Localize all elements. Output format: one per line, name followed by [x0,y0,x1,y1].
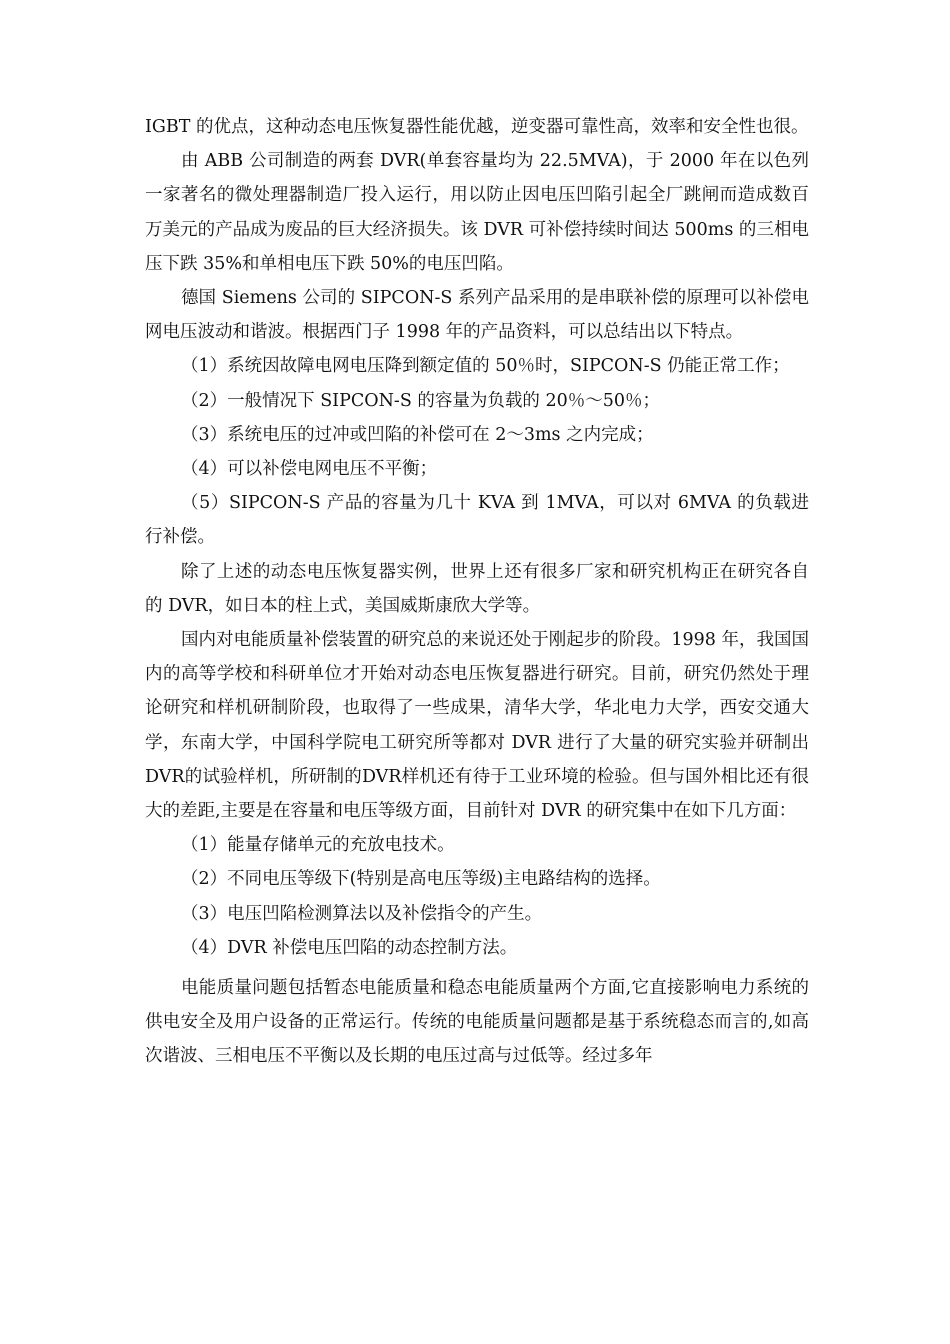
paragraph-igbt-advantages: IGBT 的优点，这种动态电压恢复器性能优越，逆变器可靠性高，效率和安全性也很。 [145,117,809,137]
list-item-sipcon-3: （3）系统电压的过冲或凹陷的补偿可在 2～3ms 之内完成； [181,424,654,445]
list-item-research-1: （1）能量存储单元的充放电技术。 [181,835,455,856]
paragraph-domestic-research: 国内对电能质量补偿装置的研究总的来说还处于刚起步的阶段。1998 年，我国国内的高等学校和科研单位才开始对动态电压恢复器进行研究。目前，研究仍然处于理论研究和样机研制阶段，也取得了一些成果，清华大学，华北电力大学，西安交通大学，东南大学，中国科学院电工研究所等都对 DVR 进行了大量的研究实验并研制出DVR的试验样机，所研制的DVR样机还有待于工业环境的检验。但与国外相比还有很大的差距,主要是在容量和电压等级方面，目前针对 DVR 的研究集中在如下几方面： [145,630,809,822]
list-item-sipcon-1: （1）系统因故障电网电压降到额定值的 50％时，SIPCON-S 仍能正常工作； [181,356,790,377]
paragraph-other-dvr-research: 除了上述的动态电压恢复器实例，世界上还有很多厂家和研究机构正在研究各自的 DVR，如日本的柱上式，美国威斯康欣大学等。 [145,561,809,616]
paragraph-siemens-sipcon: 德国 Siemens 公司的 SIPCON-S 系列产品采用的是串联补偿的原理可以补偿电网电压波动和谐波。根据西门子 1998 年的产品资料，可以总结出以下特点。 [145,288,809,343]
list-item-sipcon-2: （2）一般情况下 SIPCON-S 的容量为负载的 20％～50％； [181,390,660,411]
list-item-research-2: （2）不同电压等级下(特别是高电压等级)主电路结构的选择。 [181,869,661,890]
list-item-research-4: （4）DVR 补偿电压凹陷的动态控制方法。 [181,937,518,958]
list-item-research-3: （3）电压凹陷检测算法以及补偿指令的产生。 [181,903,543,924]
list-item-sipcon-5: （5）SIPCON-S 产品的容量为几十 KVA 到 1MVA，可以对 6MVA 的负载进行补偿。 [145,493,809,548]
document-body [145,110,809,1074]
paragraph-power-quality: 电能质量问题包括暂态电能质量和稳态电能质量两个方面,它直接影响电力系统的供电安全及用户设备的正常运行。传统的电能质量问题都是基于系统稳态而言的,如高次谐波、三相电压不平衡以及长期的电压过高与过低等。经过多年 [145,978,809,1067]
paragraph-abb-dvr: 由 ABB 公司制造的两套 DVR(单套容量均为 22.5MVA)，于 2000 年在以色列一家著名的微处理器制造厂投入运行，用以防止因电压凹陷引起全厂跳闸而造成数百万美元的产品成为废品的巨大经济损失。该 DVR 可补偿持续时间达 500ms 的三相电压下跌 35%和单相电压下跌 50%的电压凹陷。 [145,151,809,274]
list-item-sipcon-4: （4）可以补偿电网电压不平衡； [181,459,438,480]
